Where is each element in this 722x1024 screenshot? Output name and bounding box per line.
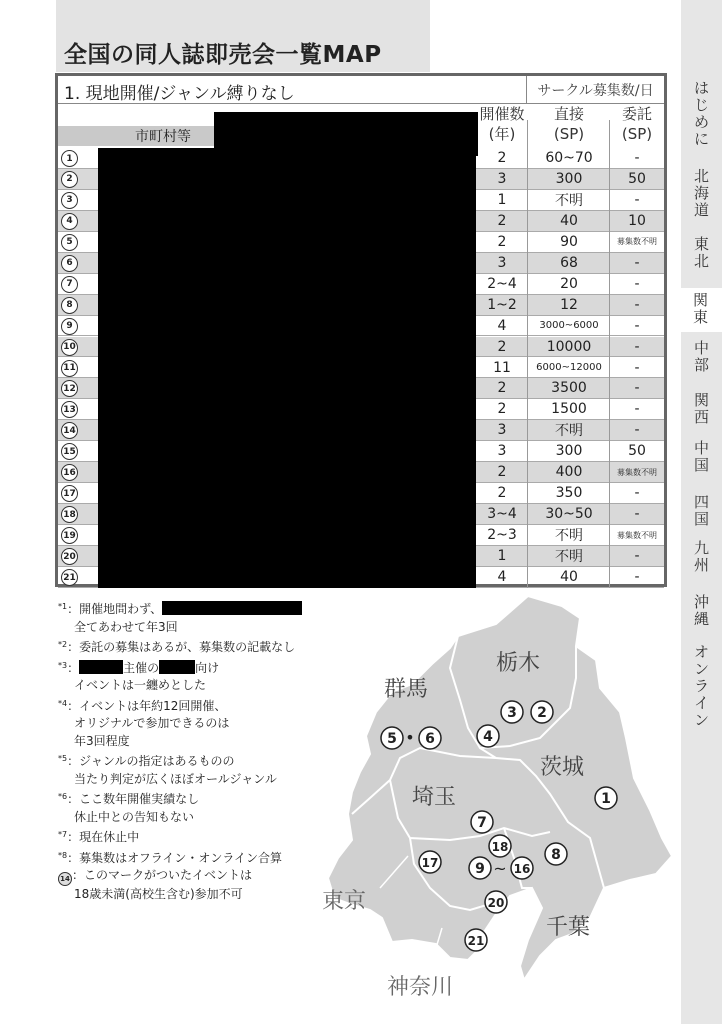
cell-count: 11 <box>493 359 511 376</box>
map-marker-label: 6 <box>425 731 435 747</box>
cell-direct: 不明 <box>555 423 583 440</box>
footnote-text: 主催の <box>123 660 160 675</box>
footnote-text: ：ジャンルの指定はあるものの <box>67 754 235 768</box>
map-marker-label: 9 <box>475 861 485 877</box>
cell-consign: - <box>634 317 640 334</box>
cell-consign: 募集数不明 <box>617 467 657 477</box>
footnote-mark: *7 <box>58 830 68 839</box>
map-marker-label: 4 <box>483 729 493 745</box>
cell-direct: 40 <box>560 569 578 585</box>
side-tab-char: 西 <box>693 408 709 426</box>
cell-count: 3~4 <box>487 506 517 523</box>
cell-count: 2 <box>497 233 507 250</box>
cell-count: 2 <box>497 212 507 229</box>
cell-consign: - <box>634 422 640 439</box>
row-number-badge: 17 <box>61 485 78 502</box>
cell-count: 2 <box>497 485 507 502</box>
cell-count: 4 <box>497 569 507 585</box>
side-tab-3[interactable] <box>681 236 722 270</box>
divider <box>527 120 528 588</box>
footnote-text: イベントは一纏めとした <box>74 678 207 692</box>
footnote-mark: *4 <box>58 698 68 708</box>
cell-count: 3 <box>497 170 507 187</box>
cell-direct: 12 <box>560 296 578 313</box>
cell-direct: 10000 <box>546 338 592 355</box>
side-tab-char: 道 <box>693 201 709 219</box>
map-marker-label: 7 <box>477 815 487 831</box>
cell-count: 2 <box>497 401 507 418</box>
event-table <box>55 73 667 587</box>
cell-direct: 350 <box>555 485 583 502</box>
prefecture-label: 埼玉 <box>411 785 457 810</box>
cell-count: 2~3 <box>487 527 517 544</box>
footnote-text: 向け <box>195 660 220 675</box>
col-count <box>476 104 528 148</box>
cell-consign: - <box>634 569 640 585</box>
side-tab-char: 中 <box>693 439 709 457</box>
col-city: 市町村等 <box>135 129 191 145</box>
side-tab-char: 州 <box>693 556 709 574</box>
cell-count: 2 <box>497 464 507 481</box>
redaction-block <box>159 660 195 674</box>
side-tab-4[interactable] <box>679 288 722 332</box>
side-tab-6[interactable] <box>681 392 722 426</box>
cell-direct: 6000~12000 <box>536 362 602 373</box>
side-tab-char: 部 <box>693 356 709 374</box>
map-marker-label: 20 <box>487 896 505 910</box>
side-tab-8[interactable] <box>681 494 722 528</box>
row-number-badge: 7 <box>61 276 78 293</box>
cell-count: 2 <box>497 150 507 166</box>
row-number-badge: 15 <box>61 443 78 460</box>
row-number-badge: 6 <box>61 255 78 272</box>
cell-consign: - <box>634 275 640 292</box>
cell-direct: 400 <box>555 464 583 481</box>
footnote-text: ： <box>67 660 80 675</box>
map-marker-label: 18 <box>491 840 509 854</box>
footnote-text: 18歳未満(高校生含む)参加不可 <box>74 887 243 901</box>
row-number-badge: 14 <box>61 422 78 439</box>
cell-consign: - <box>634 548 640 565</box>
map-marker-label: 1 <box>601 791 611 807</box>
kanto-map <box>300 588 680 1024</box>
side-tab-char: 北 <box>693 252 709 270</box>
cell-count: 2~4 <box>487 275 517 292</box>
redaction-block <box>98 148 476 588</box>
footnote-text: ：現在休止中 <box>67 830 140 844</box>
prefecture-label: 群馬 <box>383 677 429 702</box>
side-tab-char: 東 <box>692 308 708 326</box>
row-number-badge: 11 <box>61 360 78 377</box>
footnote-mark: *5 <box>58 754 68 763</box>
footnote-text: 休止中との告知もない <box>74 809 195 824</box>
col-consign <box>610 104 664 148</box>
col-consign-label: 委託 <box>621 105 652 123</box>
prefecture-label: 茨城 <box>539 755 585 780</box>
side-tab-char: 関 <box>693 391 709 409</box>
prefecture-label: 東京 <box>321 889 367 914</box>
side-tab-1[interactable] <box>681 80 722 148</box>
row-number-badge: 9 <box>61 318 78 335</box>
cell-consign: - <box>634 380 640 397</box>
row-number-badge: 12 <box>61 380 78 397</box>
side-tab-char: オ <box>693 643 709 661</box>
row-number-badge: 13 <box>61 401 78 418</box>
row-number-badge: 19 <box>61 527 78 544</box>
side-tab-char: 九 <box>693 539 709 557</box>
row-number-badge: 8 <box>61 297 78 314</box>
side-tab-char: は <box>693 79 709 97</box>
cell-consign: - <box>634 401 640 418</box>
section-title: 1. 現地開催/ジャンル縛りなし <box>64 84 295 104</box>
redaction-block <box>79 660 123 674</box>
side-tab-char: め <box>693 113 709 131</box>
map-marker-label: 2 <box>537 705 547 721</box>
map-marker-label: 8 <box>551 847 561 863</box>
row-number-badge: 10 <box>61 339 78 356</box>
cell-consign: - <box>634 191 640 208</box>
map-marker-label: 21 <box>467 934 485 948</box>
prefecture-label: 神奈川 <box>386 975 454 1000</box>
prefecture-label: 千葉 <box>545 915 591 940</box>
row-number-badge: 2 <box>61 171 78 188</box>
side-tab-char: 縄 <box>693 610 709 628</box>
side-tab-char: 東 <box>693 235 709 253</box>
cell-consign: 50 <box>628 170 646 187</box>
cell-direct: 1500 <box>551 401 587 418</box>
cell-count: 2 <box>497 338 507 355</box>
footnote-text: ：委託の募集はあるが、募集数の記載なし <box>67 640 296 654</box>
cell-direct: 不明 <box>555 549 583 566</box>
row-number-badge: 18 <box>61 506 78 523</box>
cell-consign: - <box>634 338 640 355</box>
side-tab-10[interactable] <box>681 594 722 628</box>
marker-separator: ~ <box>493 859 507 878</box>
cell-count: 3 <box>497 443 507 460</box>
cell-direct: 68 <box>560 254 578 271</box>
cell-direct: 20 <box>560 275 578 292</box>
cell-count: 3 <box>497 254 507 271</box>
footnote-text: ：開催地問わず、 <box>67 602 163 616</box>
cell-consign: 50 <box>628 443 646 460</box>
side-tab-char: に <box>693 130 709 148</box>
side-tab-7[interactable] <box>681 440 722 474</box>
footnote-text: 全てあわせて年3回 <box>74 619 178 634</box>
daily-header: サークル募集数/日 <box>526 76 664 104</box>
cell-count: 2 <box>497 380 507 397</box>
col-consign-unit: (SP) <box>621 125 653 143</box>
footnote-mark: *6 <box>58 792 68 801</box>
cell-direct: 3500 <box>551 380 587 397</box>
side-tab-char: ラ <box>693 677 709 695</box>
cell-direct: 90 <box>560 233 578 250</box>
row-number-badge: 21 <box>61 569 78 586</box>
footnote-text: ：イベントは年約12回開催、 <box>67 698 227 713</box>
side-tab-2[interactable] <box>681 168 722 219</box>
cell-count: 4 <box>497 317 507 334</box>
footnote-mark: *2 <box>58 640 68 649</box>
col-count-label: 開催数 <box>479 105 525 123</box>
col-direct <box>528 104 610 148</box>
cell-direct: 30~50 <box>545 506 593 523</box>
cell-consign: 募集数不明 <box>617 530 657 540</box>
side-tab-char: 北 <box>693 167 709 185</box>
cell-consign: - <box>634 296 640 313</box>
side-tab-char: 国 <box>693 510 709 528</box>
footnote-text: 年3回程度 <box>74 733 130 748</box>
footnote-text: ：ここ数年開催実績なし <box>67 792 200 806</box>
side-tab-char: 関 <box>692 291 708 309</box>
redaction-block <box>162 601 302 615</box>
cell-count: 3 <box>497 422 507 439</box>
side-tab-char: 沖 <box>693 593 709 611</box>
age-restricted-mark-icon: 14 <box>58 872 72 886</box>
cell-direct: 不明 <box>555 528 583 545</box>
row-number-badge: 3 <box>61 192 78 209</box>
row-number-badge: 16 <box>61 464 78 481</box>
cell-direct: 60~70 <box>545 150 593 166</box>
cell-consign: - <box>634 359 640 376</box>
cell-consign: 10 <box>628 212 646 229</box>
row-number-badge: 20 <box>61 548 78 565</box>
footnote-text: オリジナルで参加できるのは <box>74 716 230 730</box>
side-tab-char: イ <box>693 694 709 712</box>
side-tab-9[interactable] <box>681 540 722 574</box>
cell-direct: 300 <box>555 170 583 187</box>
cell-direct: 不明 <box>555 192 583 209</box>
side-tab-char: ン <box>693 660 709 678</box>
cell-count: 1 <box>497 548 507 565</box>
cell-consign: - <box>634 485 640 502</box>
marker-separator: • <box>405 728 415 747</box>
footnote-text: 当たり判定が広くほぼオールジャンル <box>74 771 277 786</box>
row-number-badge: 1 <box>61 150 78 167</box>
side-tab-bar <box>681 0 722 1024</box>
cell-direct: 3000~6000 <box>539 320 599 332</box>
side-tab-char: 中 <box>693 339 709 357</box>
map-marker-label: 16 <box>513 862 531 876</box>
footnote-text: ：募集数はオフライン・オンライン合算 <box>67 850 283 865</box>
cell-consign: - <box>634 254 640 271</box>
cell-consign: - <box>634 506 640 523</box>
side-tab-char: 国 <box>693 456 709 474</box>
side-tab-5[interactable] <box>681 340 722 374</box>
col-count-unit: (年) <box>488 125 516 143</box>
col-direct-unit: (SP) <box>553 125 585 143</box>
row-number-badge: 4 <box>61 213 78 230</box>
cell-consign: - <box>634 150 640 166</box>
side-tab-char: 四 <box>693 493 709 511</box>
footnote-mark: *1 <box>58 602 68 611</box>
cell-count: 1 <box>497 191 507 208</box>
footnote-text: ：このマークがついたイベントは <box>72 868 253 882</box>
col-direct-label: 直接 <box>553 105 584 123</box>
map-marker-label: 17 <box>421 856 439 870</box>
side-tab-char: 海 <box>693 184 709 202</box>
footnote-mark: *3 <box>58 660 68 670</box>
side-tab-char: じ <box>693 96 709 114</box>
side-tab-char: ン <box>693 711 709 729</box>
cell-count: 1~2 <box>487 296 517 313</box>
cell-consign: 募集数不明 <box>617 237 657 247</box>
table-section-header <box>58 76 664 104</box>
cell-direct: 300 <box>555 443 583 460</box>
row-number-badge: 5 <box>61 234 78 251</box>
prefecture-label: 栃木 <box>495 651 541 676</box>
divider <box>609 120 610 588</box>
cell-direct: 40 <box>560 212 578 229</box>
map-marker-label: 3 <box>507 705 517 721</box>
page-title: 全国の同人誌即売会一覧MAP <box>64 42 382 68</box>
map-marker-label: 5 <box>387 731 397 747</box>
footnote-mark: *8 <box>58 850 68 860</box>
side-tab-11[interactable] <box>681 644 722 729</box>
